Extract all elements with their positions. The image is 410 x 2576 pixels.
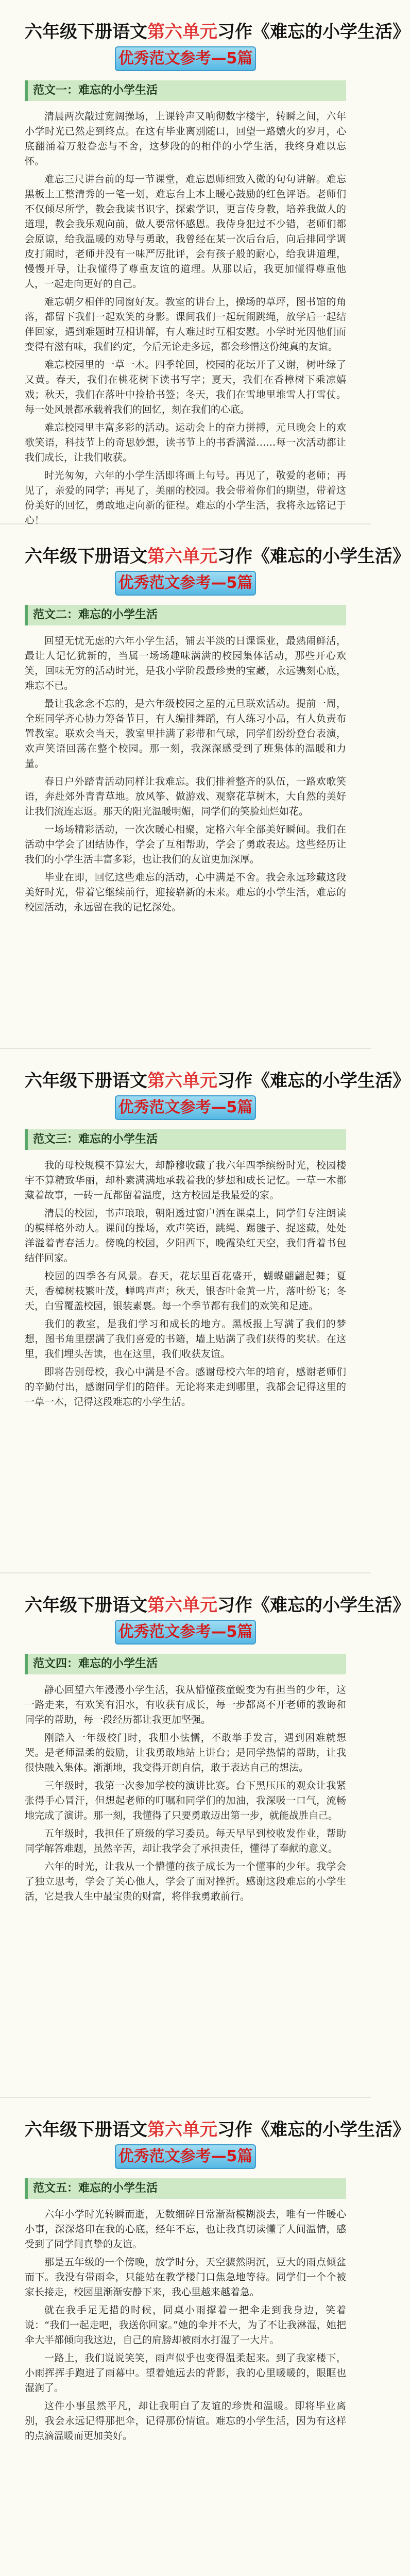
- paragraph: 清晨两次敲过宽阔操场，上课铃声又响彻数字楼宇，转瞬之间，六年小学时光已然走到终点。在这有毕业离别随口，回望一路嬉火的岁月，心底翻涌着万般眷恋与不舍，这梦段的的相伴的小学生活，我终身难以忘怀。: [25, 111, 346, 167]
- banner: 优秀范文参考—5篇: [115, 1095, 256, 1120]
- essay-page-5: [0, 2098, 410, 2576]
- paragraph: 难忘朝夕相伴的同窗好友。教室的讲台上，操场的草坪，图书馆的角落，都留下我们一起欢笑的身影。课间我们一起玩闹跳绳，放学后一起结伴回家，遇到难题时互相讲解，有人难过时互相安慰。小学时光因他们而变得有滋有味，我们约定，今后无论走多远，都会珍惜这份纯真的友谊。: [25, 296, 346, 352]
- banner: 优秀范文参考—5篇: [115, 571, 256, 596]
- title-grade: 六年级下册语文: [25, 546, 147, 567]
- paragraph: 清晨的校园，书声琅琅，朝阳透过窗户洒在课桌上，同学们专注朗读的模样格外动人。课间的操场，欢声笑语，跳绳、踢毽子、捉迷藏，处处洋溢着青春活力。傍晚的校园，夕阳西下，晚霞染红天空，我们背着书包结伴回家。: [25, 1208, 346, 1264]
- paragraph: 三年级时，我第一次参加学校的演讲比赛。台下黑压压的观众让我紧张得手心冒汗，但想起老师的叮嘱和同学们的加油，我深吸一口气，流畅地完成了演讲。那一刻，我懂得了只要勇敢迈出第一步，就能战胜自己。: [25, 1780, 346, 1821]
- essay-page-2: [0, 524, 410, 1049]
- paragraph: 我的母校规模不算宏大，却静穆收藏了我六年四季缤纷时光，校园楼宇不算精致华丽，却朴素满满地承载着我的梦想和成长记忆。一草一木都藏着故事，一砖一瓦都留着温度，这方校园是我最爱的家。: [25, 1160, 346, 1201]
- paragraph: 毕业在即，回忆这些难忘的活动，心中满是不舍。我会永远珍藏这段美好时光，带着它继续前行，迎接崭新的未来。难忘的小学生活，难忘的校园活动，永远留在我的记忆深处。: [25, 872, 346, 913]
- title-grade: 六年级下册语文: [25, 2120, 147, 2140]
- paragraph: 最让我念念不忘的，是六年级校园之星的元旦联欢活动。提前一周，全班同学齐心协力筹备节目，有人编排舞蹈，有人练习小品，有人负责布置教室。联欢会当天，教室里挂满了彩带和气球，同学们纷纷登台表演，欢声笑语回荡在整个校园。那一刻，我深深感受到了班集体的温暖和力量。: [25, 698, 346, 769]
- essay-page-3: [0, 1049, 410, 1573]
- paragraph: 六年小学时光转瞬而逝，无数细碎日常渐渐模糊淡去，唯有一件暖心小事，深深烙印在我的心底，经年不忘，也让我真切读懂了人间温情，感受到了同学间真挚的友谊。: [25, 2209, 346, 2250]
- paragraph: 难忘校园里丰富多彩的活动。运动会上的奋力拼搏，元旦晚会上的欢歌笑语，科技节上的奇思妙想，读书节上的书香满溢……每一次活动都让我们成长，让我们收获。: [25, 422, 346, 463]
- paragraph: 一场场精彩活动，一次次暖心相聚，定格六年全部美好瞬间。我们在活动中学会了团结协作，学会了互相帮助，学会了勇敢表达。这些经历让我们的小学生活丰富多彩，也让我们的友谊更加深厚。: [25, 824, 346, 865]
- essay-page-1: [0, 0, 410, 526]
- title-topic: 习作《难忘的小学生活》: [217, 546, 410, 567]
- banner: 优秀范文参考—5篇: [115, 2144, 256, 2169]
- page-title: [25, 1594, 410, 1617]
- paragraph: 六年的时光，让我从一个懵懂的孩子成长为一个懂事的少年。我学会了独立思考，学会了关心他人，学会了面对挫折。感谢这段难忘的小学生活，它是我人生中最宝贵的财富，将伴我勇敢前行。: [25, 1861, 346, 1902]
- title-unit: 第六单元: [147, 2120, 217, 2140]
- essay-tag: 范文三：难忘的小学生活: [25, 1129, 346, 1150]
- paragraph: 静心回望六年漫漫小学生活，我从懵懂孩童蜕变为有担当的少年，这一路走来，有欢笑有泪水，有收获有成长，每一步都离不开老师的教诲和同学的帮助，每一段经历都让我更加坚强。: [25, 1684, 346, 1725]
- essay-tag: 范文四：难忘的小学生活: [25, 1654, 346, 1674]
- title-unit: 第六单元: [147, 546, 217, 567]
- banner: 优秀范文参考—5篇: [115, 46, 256, 71]
- paragraph: 校园的四季各有风景。春天，花坛里百花盛开，蝴蝶翩翩起舞；夏天，香樟树枝繁叶茂，蝉鸣声声；秋天，银杏叶金黄一片，落叶纷飞；冬天，白雪覆盖校园，银装素裹。每一个季节都有我们的欢笑和足迹。: [25, 1270, 346, 1312]
- page-title: [25, 21, 410, 43]
- paragraph: 刚踏入一年级校门时，我胆小怯懦，不敢举手发言，遇到困难就想哭。是老师温柔的鼓励，让我勇敢地站上讲台；是同学热情的帮助，让我很快融入集体。渐渐地，我变得开朗自信，敢于表达自己的想法。: [25, 1732, 346, 1773]
- title-topic: 习作《难忘的小学生活》: [217, 2120, 410, 2140]
- essay-tag: 范文五：难忘的小学生活: [25, 2178, 346, 2199]
- paragraph: 就在我手足无措的时候，同桌小雨撑着一把伞走到我身边，笑着说：“我们一起走吧，我送你回家。”她的伞并不大，为了不让我淋湿，她把伞大半都倾向我这边，自己的肩膀却被雨水打湿了一大片。: [25, 2304, 346, 2346]
- paragraph: 时光匆匆，六年的小学生活即将画上句号。再见了，敬爱的老师；再见了，亲爱的同学；再见了，美丽的校园。我会带着你们的期望，带着这份美好的回忆，勇敢地走向新的征程。难忘的小学生活，我将永远铭记于心！: [25, 470, 346, 526]
- banner: 优秀范文参考—5篇: [115, 1620, 256, 1645]
- paragraph: 即将告别母校，我心中满是不舍。感谢母校六年的培育，感谢老师们的辛勤付出，感谢同学们的陪伴。无论将来走到哪里，我都会记得这里的一草一木，记得这段难忘的小学生活。: [25, 1366, 346, 1408]
- paragraph: 难忘三尺讲台前的每一节课堂，难忘恩师细致入微的句句讲解。难忘黑板上工整清秀的一笔一划，难忘台上本上暖心鼓励的红色评语。老师们不仅倾尽所学，教会我读书识字，探索学识，更言传身教，培养我做人的道理，教会我乐观向前，做人要常怀感恩。我侍身犯过不少错，老师们都会原谅，给我温暖的劝导与勇敢，我曾经在某一次后台后，向后排同学调皮打闹时，老师并没有一味严厉批评，会有孩子般的耐心，给我讲道理，慢慢开导，让我懂得了尊重友谊的道理。从那以后，我更加懂得尊重他人，一起走向更好的自己。: [25, 174, 346, 290]
- paragraph: 回望无忧无虑的六年小学生活，铺去半淡的日课课业，最熟闹鲜活，最让人记忆犹新的，当属一场场趣味满满的校园集体活动，那些开心欢笑，回味无穷的活动时光，是我小学阶段最珍贵的宝藏，永远镌刻心底，难忘不已。: [25, 635, 346, 691]
- paragraph: 春日户外踏青活动同样让我难忘。我们排着整齐的队伍，一路欢歌笑语，奔赴郊外青青草地。放风筝、做游戏、观察花草树木，大自然的美好让我们流连忘返。那天的阳光温暖明媚，同学们的笑脸灿烂如花。: [25, 776, 346, 817]
- page-title: [25, 545, 410, 568]
- title-unit: 第六单元: [147, 1071, 217, 1091]
- paragraph: 我们的教室，是我们学习和成长的地方。黑板报上写满了我们的梦想，图书角里摆满了我们喜爱的书籍，墙上贴满了我们获得的奖状。在这里，我们埋头苦读，也在这里，我们收获友谊。: [25, 1318, 346, 1360]
- paragraph: 那是五年级的一个傍晚，放学时分，天空骤然阴沉，豆大的雨点倾盆而下。我没有带雨伞，只能站在教学楼门口焦急地等待。同学们一个个被家长接走，校园里渐渐安静下来，我心里越来越着急。: [25, 2257, 346, 2298]
- page-title: [25, 2119, 410, 2141]
- title-grade: 六年级下册语文: [25, 1071, 147, 1091]
- title-grade: 六年级下册语文: [25, 1595, 147, 1616]
- essay-tag: 范文二：难忘的小学生活: [25, 605, 346, 625]
- essay-tag: 范文一：难忘的小学生活: [25, 80, 346, 101]
- paragraph: 难忘校园里的一草一木。四季轮回，校园的花坛开了又谢，树叶绿了又黄。春天，我们在桃花树下读书写字；夏天，我们在香樟树下乘凉嬉戏；秋天，我们在落叶中捡拾书签；冬天，我们在雪地里堆雪人打雪仗。每一处风景都承载着我们的回忆，刻在我们的心底。: [25, 359, 346, 415]
- title-topic: 习作《难忘的小学生活》: [217, 22, 410, 42]
- paragraph: 一路上，我们说说笑笑，雨声似乎也变得温柔起来。到了我家楼下，小雨挥挥手跑进了雨幕中。望着她远去的背影，我的心里暖暖的，眼眶也湿润了。: [25, 2352, 346, 2394]
- title-topic: 习作《难忘的小学生活》: [217, 1595, 410, 1616]
- page-title: [25, 1070, 410, 1092]
- title-unit: 第六单元: [147, 22, 217, 42]
- title-grade: 六年级下册语文: [25, 22, 147, 42]
- title-unit: 第六单元: [147, 1595, 217, 1616]
- paragraph: 这件小事虽然平凡，却让我明白了友谊的珍贵和温暖。即将毕业离别，我会永远记得那把伞，记得那份情谊。难忘的小学生活，因为有这样的点滴温暖而更加美好。: [25, 2400, 346, 2442]
- title-topic: 习作《难忘的小学生活》: [217, 1071, 410, 1091]
- paragraph: 五年级时，我担任了班级的学习委员。每天早早到校收发作业，帮助同学解答难题，虽然辛苦，却让我学会了承担责任，懂得了奉献的意义。: [25, 1828, 346, 1854]
- essay-page-4: [0, 1573, 410, 2098]
